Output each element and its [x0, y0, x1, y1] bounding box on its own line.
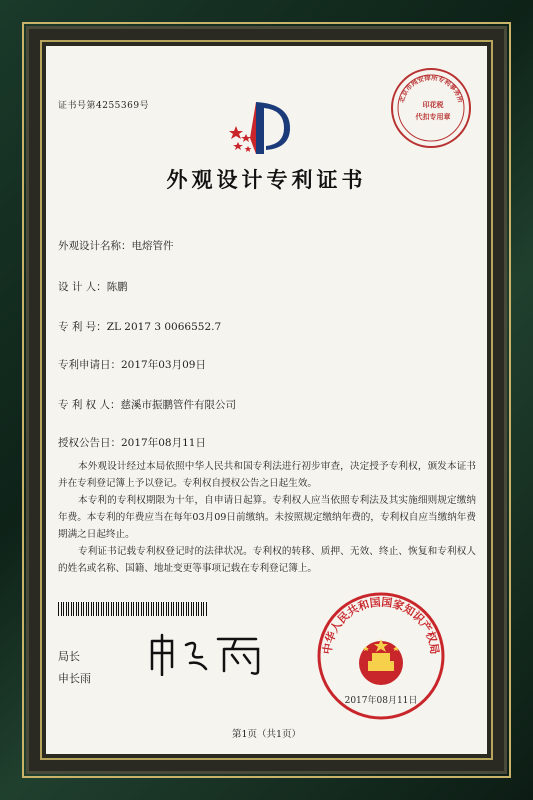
field-value: 电熔管件 — [131, 240, 174, 252]
field-label: 专利申请日： — [58, 359, 121, 371]
paragraph-term: 本专利的专利权期限为十年，自申请日起算。专利权人应当依照专利法及其实施细则规定缴纳年费。本专利的年费应当在每年03月09日前缴纳。未按照规定缴纳年费的，专利权自应当缴纳年费期满之日起终止。 — [58, 495, 476, 540]
tax-seal-line-1: 印花税 — [422, 100, 444, 109]
field-patentee — [58, 397, 236, 412]
field-label: 专 利 号： — [58, 321, 107, 333]
field-value: 陈鹏 — [106, 281, 128, 293]
field-application-date — [58, 357, 206, 372]
field-value: 2017年03月09日 — [121, 359, 206, 371]
handwritten-signature-icon — [146, 631, 276, 676]
signature-name: 申长雨 — [58, 672, 91, 685]
paragraph-grant: 本外观设计经过本局依照中华人民共和国专利法进行初步审查，决定授予专利权，颁发本证书并在专利登记簿上予以登记。专利权自授权公告之日起生效。 — [58, 461, 476, 489]
field-patent-number — [58, 319, 221, 334]
state-ipo-seal-icon — [316, 591, 446, 721]
barcode — [58, 602, 208, 616]
certificate-paper — [46, 46, 487, 754]
certificate-number: 证书号第4255369号 — [58, 101, 150, 111]
patent-office-emblem-icon — [226, 98, 296, 158]
field-designer — [58, 279, 128, 294]
tax-seal-ring-text: 北京市网安律所专利事务所 — [397, 73, 465, 104]
field-label: 外观设计名称： — [58, 240, 132, 252]
signature-title: 局长 — [58, 650, 80, 663]
field-design-name — [58, 238, 174, 253]
page-footer: 第1页（共1页） — [231, 729, 302, 740]
field-label: 专 利 权 人： — [58, 399, 121, 411]
tax-stamp-seal — [391, 68, 471, 148]
field-value: 慈溪市振鹏管件有限公司 — [120, 399, 237, 411]
certificate-title: 外观设计专利证书 — [166, 167, 367, 192]
field-grant-date — [58, 435, 206, 450]
field-value: ZL 2017 3 0066552.7 — [106, 321, 222, 333]
field-label: 授权公告日： — [58, 437, 121, 449]
field-label: 设 计 人： — [58, 281, 107, 293]
paragraph-legal-status: 专利证书记载专利权登记时的法律状况。专利权的转移、质押、无效、终止、恢复和专利权人的姓名或名称、国籍、地址变更等事项记载在专利登记簿上。 — [58, 546, 476, 574]
field-value: 2017年08月11日 — [121, 437, 206, 449]
seal-date: 2017年08月11日 — [344, 696, 418, 706]
tax-seal-line-2: 代扣专用章 — [415, 112, 451, 121]
seal-ring-text: 中华人民共和国国家知识产权局 — [320, 595, 442, 656]
